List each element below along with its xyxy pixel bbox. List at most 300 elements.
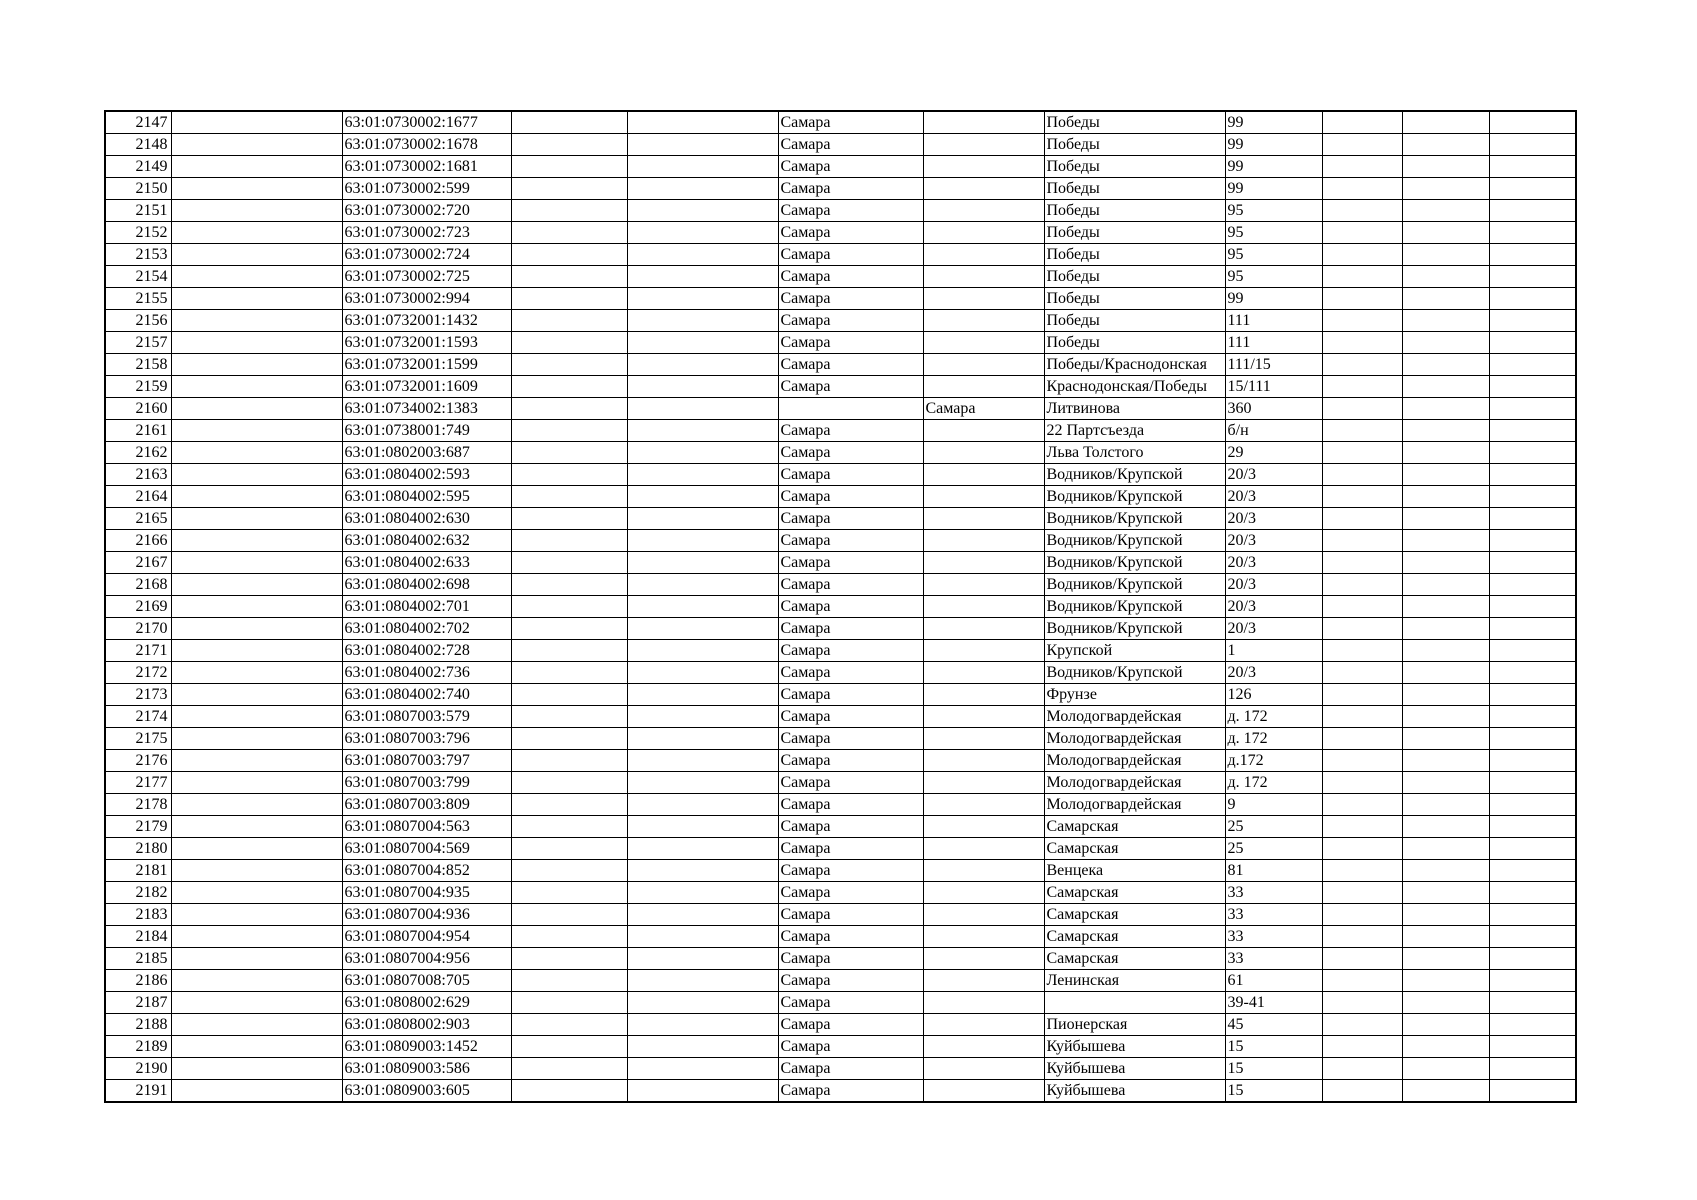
- empty-cell: [171, 948, 342, 970]
- empty-cell: [511, 596, 627, 618]
- city-cell: Самара: [778, 464, 923, 486]
- house-number-cell: 126: [1225, 684, 1322, 706]
- empty-cell: [511, 376, 627, 398]
- empty-cell: [511, 772, 627, 794]
- cadastral-number-cell: 63:01:0730002:1681: [342, 156, 511, 178]
- locality-cell: [923, 750, 1044, 772]
- table-row: [105, 816, 1576, 838]
- empty-cell: [1322, 552, 1402, 574]
- empty-cell: [511, 442, 627, 464]
- street-cell: Ленинская: [1044, 970, 1225, 992]
- table-row: [105, 684, 1576, 706]
- locality-cell: [923, 684, 1044, 706]
- empty-cell: [171, 134, 342, 156]
- house-number-cell: д. 172: [1225, 706, 1322, 728]
- locality-cell: [923, 552, 1044, 574]
- cadastral-number-cell: 63:01:0804002:698: [342, 574, 511, 596]
- row-number-cell: 2164: [105, 486, 171, 508]
- empty-cell: [627, 970, 778, 992]
- row-number-cell: 2189: [105, 1036, 171, 1058]
- empty-cell: [1489, 728, 1576, 750]
- house-number-cell: 15: [1225, 1080, 1322, 1103]
- cadastral-number-cell: 63:01:0809003:605: [342, 1080, 511, 1103]
- street-cell: Победы: [1044, 200, 1225, 222]
- row-number-cell: 2172: [105, 662, 171, 684]
- row-number-cell: 2173: [105, 684, 171, 706]
- house-number-cell: 1: [1225, 640, 1322, 662]
- empty-cell: [511, 354, 627, 376]
- empty-cell: [171, 442, 342, 464]
- empty-cell: [511, 530, 627, 552]
- row-number-cell: 2166: [105, 530, 171, 552]
- locality-cell: [923, 706, 1044, 728]
- street-cell: Водников/Крупской: [1044, 574, 1225, 596]
- empty-cell: [1489, 750, 1576, 772]
- table-row: [105, 1080, 1576, 1103]
- row-number-cell: 2158: [105, 354, 171, 376]
- house-number-cell: д. 172: [1225, 728, 1322, 750]
- empty-cell: [511, 1036, 627, 1058]
- house-number-cell: д.172: [1225, 750, 1322, 772]
- empty-cell: [1402, 156, 1489, 178]
- row-number-cell: 2180: [105, 838, 171, 860]
- house-number-cell: 20/3: [1225, 464, 1322, 486]
- city-cell: Самара: [778, 552, 923, 574]
- empty-cell: [627, 111, 778, 134]
- empty-cell: [1489, 332, 1576, 354]
- city-cell: Самара: [778, 111, 923, 134]
- row-number-cell: 2150: [105, 178, 171, 200]
- empty-cell: [1489, 486, 1576, 508]
- street-cell: Молодогвардейская: [1044, 794, 1225, 816]
- street-cell: Самарская: [1044, 816, 1225, 838]
- house-number-cell: 99: [1225, 134, 1322, 156]
- empty-cell: [511, 178, 627, 200]
- empty-cell: [1322, 574, 1402, 596]
- empty-cell: [511, 816, 627, 838]
- empty-cell: [1489, 904, 1576, 926]
- empty-cell: [1402, 178, 1489, 200]
- empty-cell: [1489, 684, 1576, 706]
- empty-cell: [511, 970, 627, 992]
- empty-cell: [1322, 926, 1402, 948]
- row-number-cell: 2182: [105, 882, 171, 904]
- empty-cell: [1402, 420, 1489, 442]
- cadastral-number-cell: 63:01:0730002:1677: [342, 111, 511, 134]
- empty-cell: [171, 882, 342, 904]
- empty-cell: [1489, 244, 1576, 266]
- street-cell: Победы: [1044, 266, 1225, 288]
- house-number-cell: 33: [1225, 882, 1322, 904]
- empty-cell: [627, 794, 778, 816]
- empty-cell: [627, 288, 778, 310]
- city-cell: Самара: [778, 266, 923, 288]
- empty-cell: [171, 244, 342, 266]
- empty-cell: [627, 684, 778, 706]
- empty-cell: [511, 618, 627, 640]
- empty-cell: [1402, 992, 1489, 1014]
- empty-cell: [1489, 266, 1576, 288]
- empty-cell: [1402, 904, 1489, 926]
- city-cell: Самара: [778, 860, 923, 882]
- empty-cell: [627, 574, 778, 596]
- empty-cell: [1489, 530, 1576, 552]
- empty-cell: [1322, 1080, 1402, 1103]
- house-number-cell: 9: [1225, 794, 1322, 816]
- empty-cell: [1322, 684, 1402, 706]
- empty-cell: [1402, 376, 1489, 398]
- empty-cell: [171, 596, 342, 618]
- table-row: [105, 794, 1576, 816]
- empty-cell: [1402, 750, 1489, 772]
- empty-cell: [1489, 1080, 1576, 1103]
- empty-cell: [627, 1080, 778, 1103]
- empty-cell: [627, 178, 778, 200]
- street-cell: Венцека: [1044, 860, 1225, 882]
- city-cell: Самара: [778, 1058, 923, 1080]
- empty-cell: [511, 904, 627, 926]
- empty-cell: [627, 1058, 778, 1080]
- city-cell: Самара: [778, 772, 923, 794]
- empty-cell: [1402, 640, 1489, 662]
- locality-cell: [923, 882, 1044, 904]
- empty-cell: [1402, 662, 1489, 684]
- street-cell: Куйбышева: [1044, 1058, 1225, 1080]
- street-cell: Пионерская: [1044, 1014, 1225, 1036]
- house-number-cell: 25: [1225, 816, 1322, 838]
- house-number-cell: 20/3: [1225, 662, 1322, 684]
- empty-cell: [1322, 222, 1402, 244]
- row-number-cell: 2184: [105, 926, 171, 948]
- empty-cell: [627, 266, 778, 288]
- empty-cell: [1489, 772, 1576, 794]
- locality-cell: [923, 596, 1044, 618]
- locality-cell: [923, 111, 1044, 134]
- house-number-cell: 20/3: [1225, 508, 1322, 530]
- cadastral-number-cell: 63:01:0807003:799: [342, 772, 511, 794]
- empty-cell: [171, 222, 342, 244]
- cadastral-number-cell: 63:01:0804002:595: [342, 486, 511, 508]
- house-number-cell: 360: [1225, 398, 1322, 420]
- empty-cell: [171, 860, 342, 882]
- empty-cell: [1402, 772, 1489, 794]
- row-number-cell: 2148: [105, 134, 171, 156]
- city-cell: Самара: [778, 134, 923, 156]
- house-number-cell: 15: [1225, 1036, 1322, 1058]
- empty-cell: [627, 596, 778, 618]
- cadastral-number-cell: 63:01:0807004:852: [342, 860, 511, 882]
- house-number-cell: 99: [1225, 178, 1322, 200]
- street-cell: Молодогвардейская: [1044, 728, 1225, 750]
- locality-cell: [923, 1014, 1044, 1036]
- cadastral-number-cell: 63:01:0732001:1599: [342, 354, 511, 376]
- empty-cell: [511, 838, 627, 860]
- empty-cell: [627, 860, 778, 882]
- empty-cell: [1322, 442, 1402, 464]
- empty-cell: [1489, 948, 1576, 970]
- locality-cell: [923, 1058, 1044, 1080]
- cadastral-number-cell: 63:01:0804002:630: [342, 508, 511, 530]
- empty-cell: [1322, 420, 1402, 442]
- house-number-cell: 95: [1225, 244, 1322, 266]
- house-number-cell: 29: [1225, 442, 1322, 464]
- city-cell: Самара: [778, 376, 923, 398]
- cadastral-number-cell: 63:01:0807003:579: [342, 706, 511, 728]
- empty-cell: [627, 310, 778, 332]
- empty-cell: [1489, 640, 1576, 662]
- empty-cell: [1489, 420, 1576, 442]
- house-number-cell: 61: [1225, 970, 1322, 992]
- empty-cell: [1489, 574, 1576, 596]
- table-row: [105, 111, 1576, 134]
- property-table: [104, 110, 1577, 1103]
- city-cell: Самара: [778, 508, 923, 530]
- empty-cell: [1322, 662, 1402, 684]
- empty-cell: [1489, 200, 1576, 222]
- locality-cell: [923, 310, 1044, 332]
- empty-cell: [171, 794, 342, 816]
- city-cell: Самара: [778, 244, 923, 266]
- empty-cell: [171, 398, 342, 420]
- row-number-cell: 2191: [105, 1080, 171, 1103]
- empty-cell: [1489, 618, 1576, 640]
- empty-cell: [627, 244, 778, 266]
- street-cell: Куйбышева: [1044, 1080, 1225, 1103]
- city-cell: Самара: [778, 530, 923, 552]
- cadastral-number-cell: 63:01:0734002:1383: [342, 398, 511, 420]
- table-row: [105, 508, 1576, 530]
- empty-cell: [511, 398, 627, 420]
- city-cell: Самара: [778, 970, 923, 992]
- empty-cell: [1402, 618, 1489, 640]
- city-cell: Самара: [778, 794, 923, 816]
- street-cell: Льва Толстого: [1044, 442, 1225, 464]
- empty-cell: [1402, 222, 1489, 244]
- table-row: [105, 948, 1576, 970]
- empty-cell: [1402, 310, 1489, 332]
- empty-cell: [1402, 464, 1489, 486]
- table-row: [105, 354, 1576, 376]
- row-number-cell: 2159: [105, 376, 171, 398]
- city-cell: Самара: [778, 178, 923, 200]
- house-number-cell: 33: [1225, 948, 1322, 970]
- empty-cell: [627, 1036, 778, 1058]
- city-cell: Самара: [778, 926, 923, 948]
- cadastral-number-cell: 63:01:0807004:563: [342, 816, 511, 838]
- empty-cell: [1322, 332, 1402, 354]
- empty-cell: [1489, 398, 1576, 420]
- house-number-cell: 111: [1225, 332, 1322, 354]
- empty-cell: [511, 882, 627, 904]
- empty-cell: [627, 618, 778, 640]
- empty-cell: [171, 574, 342, 596]
- empty-cell: [1489, 970, 1576, 992]
- street-cell: Водников/Крупской: [1044, 508, 1225, 530]
- street-cell: Победы/Краснодонская: [1044, 354, 1225, 376]
- empty-cell: [511, 508, 627, 530]
- street-cell: Водников/Крупской: [1044, 618, 1225, 640]
- locality-cell: Самара: [923, 398, 1044, 420]
- row-number-cell: 2179: [105, 816, 171, 838]
- empty-cell: [171, 508, 342, 530]
- row-number-cell: 2187: [105, 992, 171, 1014]
- street-cell: Самарская: [1044, 838, 1225, 860]
- house-number-cell: 95: [1225, 200, 1322, 222]
- cadastral-number-cell: 63:01:0804002:633: [342, 552, 511, 574]
- locality-cell: [923, 376, 1044, 398]
- empty-cell: [1489, 222, 1576, 244]
- empty-cell: [511, 288, 627, 310]
- cadastral-number-cell: 63:01:0807008:705: [342, 970, 511, 992]
- city-cell: Самара: [778, 222, 923, 244]
- empty-cell: [171, 1036, 342, 1058]
- city-cell: Самара: [778, 684, 923, 706]
- locality-cell: [923, 530, 1044, 552]
- empty-cell: [627, 948, 778, 970]
- locality-cell: [923, 904, 1044, 926]
- empty-cell: [171, 1080, 342, 1103]
- cadastral-number-cell: 63:01:0732001:1609: [342, 376, 511, 398]
- empty-cell: [511, 486, 627, 508]
- table-row: [105, 288, 1576, 310]
- house-number-cell: 95: [1225, 266, 1322, 288]
- empty-cell: [1489, 816, 1576, 838]
- house-number-cell: 20/3: [1225, 530, 1322, 552]
- cadastral-number-cell: 63:01:0807003:797: [342, 750, 511, 772]
- empty-cell: [627, 706, 778, 728]
- empty-cell: [1322, 310, 1402, 332]
- empty-cell: [1489, 552, 1576, 574]
- cadastral-number-cell: 63:01:0802003:687: [342, 442, 511, 464]
- table-row: [105, 838, 1576, 860]
- empty-cell: [1402, 596, 1489, 618]
- city-cell: Самара: [778, 354, 923, 376]
- empty-cell: [627, 508, 778, 530]
- empty-cell: [171, 288, 342, 310]
- street-cell: Фрунзе: [1044, 684, 1225, 706]
- empty-cell: [1322, 860, 1402, 882]
- street-cell: Литвинова: [1044, 398, 1225, 420]
- table-row: [105, 904, 1576, 926]
- empty-cell: [171, 904, 342, 926]
- empty-cell: [1322, 244, 1402, 266]
- empty-cell: [1322, 728, 1402, 750]
- empty-cell: [511, 552, 627, 574]
- empty-cell: [1402, 1058, 1489, 1080]
- empty-cell: [171, 1058, 342, 1080]
- table-row: [105, 244, 1576, 266]
- locality-cell: [923, 728, 1044, 750]
- empty-cell: [1402, 134, 1489, 156]
- table-row: [105, 574, 1576, 596]
- street-cell: Самарская: [1044, 926, 1225, 948]
- empty-cell: [171, 926, 342, 948]
- empty-cell: [1322, 486, 1402, 508]
- empty-cell: [171, 200, 342, 222]
- city-cell: Самара: [778, 728, 923, 750]
- empty-cell: [1489, 882, 1576, 904]
- street-cell: [1044, 992, 1225, 1014]
- empty-cell: [511, 420, 627, 442]
- empty-cell: [1402, 398, 1489, 420]
- house-number-cell: 20/3: [1225, 552, 1322, 574]
- table-row: [105, 662, 1576, 684]
- empty-cell: [1489, 354, 1576, 376]
- house-number-cell: 99: [1225, 156, 1322, 178]
- empty-cell: [1402, 860, 1489, 882]
- locality-cell: [923, 948, 1044, 970]
- empty-cell: [171, 420, 342, 442]
- locality-cell: [923, 640, 1044, 662]
- empty-cell: [511, 1014, 627, 1036]
- row-number-cell: 2167: [105, 552, 171, 574]
- empty-cell: [1402, 200, 1489, 222]
- house-number-cell: 99: [1225, 111, 1322, 134]
- row-number-cell: 2177: [105, 772, 171, 794]
- empty-cell: [1489, 288, 1576, 310]
- city-cell: Самара: [778, 486, 923, 508]
- street-cell: Самарская: [1044, 948, 1225, 970]
- empty-cell: [1402, 1080, 1489, 1103]
- empty-cell: [1322, 970, 1402, 992]
- empty-cell: [511, 156, 627, 178]
- empty-cell: [1402, 574, 1489, 596]
- empty-cell: [1322, 596, 1402, 618]
- street-cell: Победы: [1044, 288, 1225, 310]
- cadastral-number-cell: 63:01:0807003:796: [342, 728, 511, 750]
- empty-cell: [171, 640, 342, 662]
- empty-cell: [1402, 1014, 1489, 1036]
- locality-cell: [923, 354, 1044, 376]
- empty-cell: [1402, 838, 1489, 860]
- house-number-cell: 33: [1225, 926, 1322, 948]
- locality-cell: [923, 926, 1044, 948]
- row-number-cell: 2171: [105, 640, 171, 662]
- empty-cell: [1402, 442, 1489, 464]
- empty-cell: [171, 662, 342, 684]
- locality-cell: [923, 266, 1044, 288]
- table-row: [105, 706, 1576, 728]
- row-number-cell: 2165: [105, 508, 171, 530]
- empty-cell: [171, 332, 342, 354]
- table-row: [105, 1058, 1576, 1080]
- empty-cell: [1402, 354, 1489, 376]
- row-number-cell: 2155: [105, 288, 171, 310]
- empty-cell: [511, 794, 627, 816]
- street-cell: 22 Партсъезда: [1044, 420, 1225, 442]
- locality-cell: [923, 618, 1044, 640]
- locality-cell: [923, 464, 1044, 486]
- table-row: [105, 970, 1576, 992]
- table-row: [105, 860, 1576, 882]
- empty-cell: [1322, 706, 1402, 728]
- empty-cell: [1402, 948, 1489, 970]
- row-number-cell: 2152: [105, 222, 171, 244]
- empty-cell: [171, 530, 342, 552]
- street-cell: Победы: [1044, 310, 1225, 332]
- empty-cell: [1322, 530, 1402, 552]
- city-cell: Самара: [778, 420, 923, 442]
- locality-cell: [923, 332, 1044, 354]
- empty-cell: [1489, 706, 1576, 728]
- table-row: [105, 134, 1576, 156]
- empty-cell: [511, 860, 627, 882]
- table-row: [105, 728, 1576, 750]
- empty-cell: [1402, 706, 1489, 728]
- empty-cell: [1402, 508, 1489, 530]
- empty-cell: [1402, 332, 1489, 354]
- city-cell: Самара: [778, 640, 923, 662]
